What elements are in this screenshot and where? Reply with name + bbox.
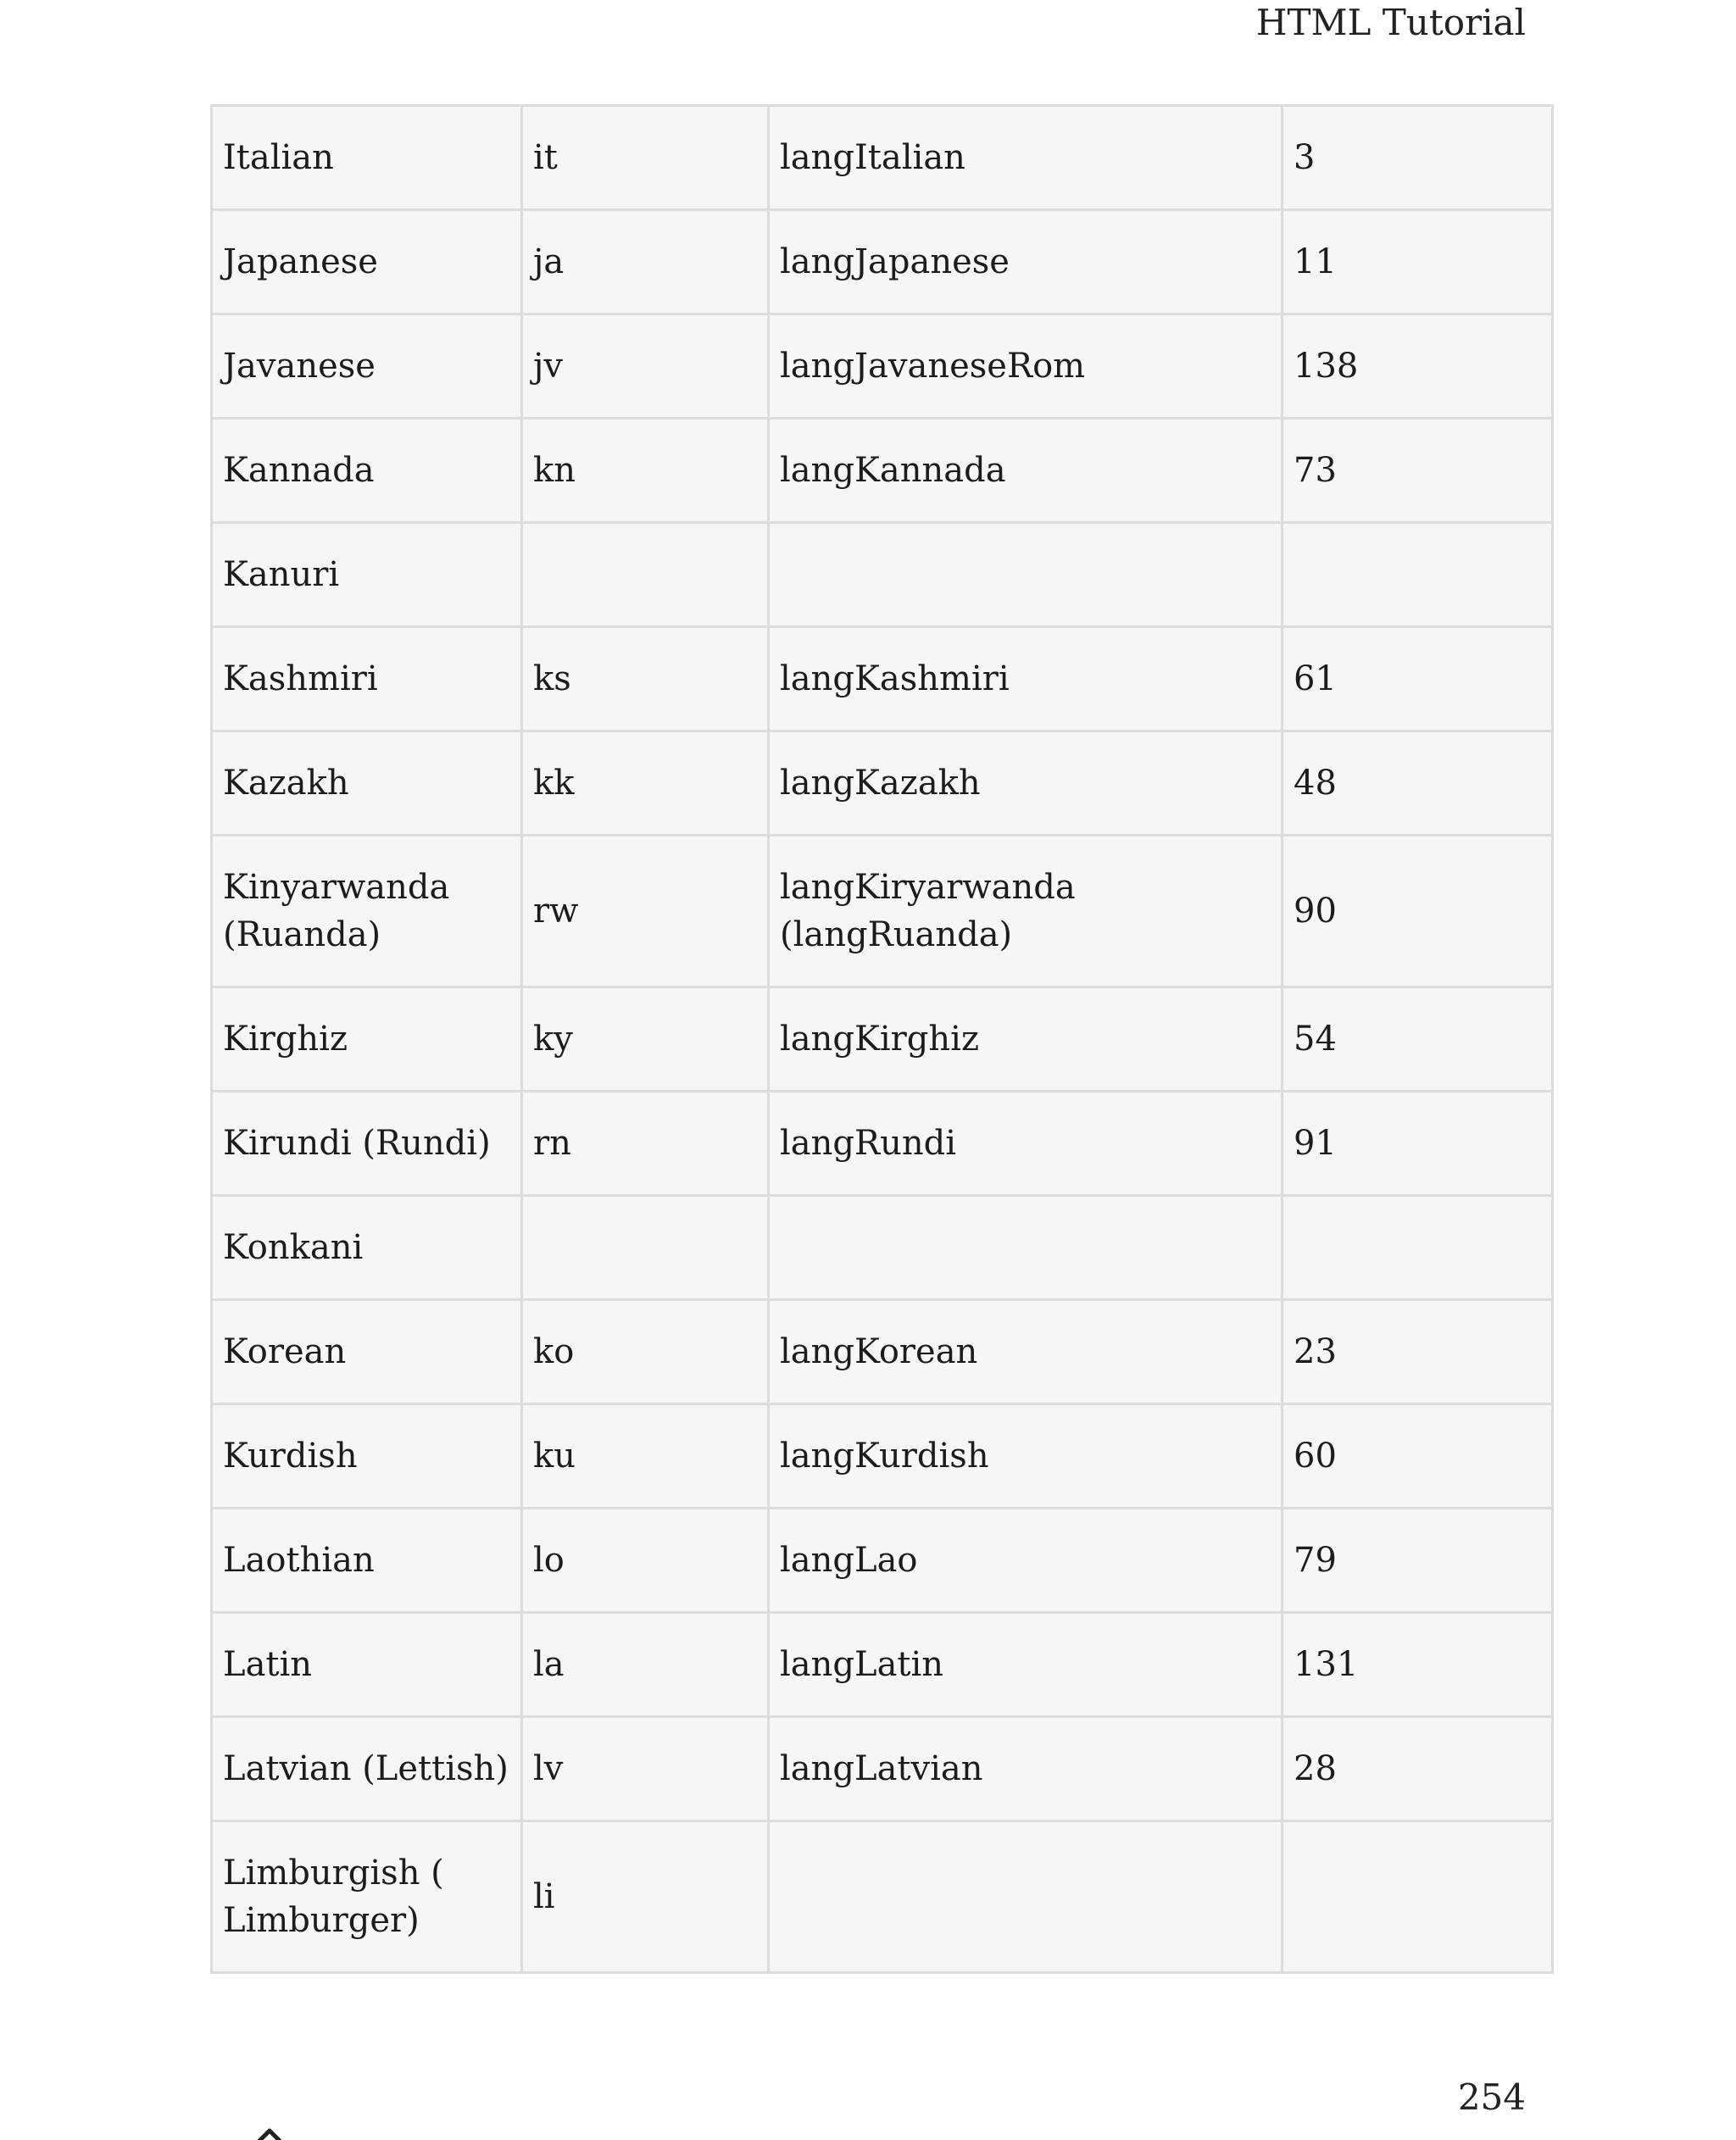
code-cell: lv — [522, 1717, 769, 1821]
table-row — [212, 419, 1553, 523]
constant-cell: langJapanese — [769, 210, 1283, 314]
value-cell: 48 — [1283, 731, 1553, 836]
code-cell: ko — [522, 1300, 769, 1404]
language-cell: Kannada — [212, 419, 522, 523]
language-cell: Japanese — [212, 210, 522, 314]
value-cell: 28 — [1283, 1717, 1553, 1821]
table-row — [212, 1821, 1553, 1973]
constant-cell — [769, 1196, 1283, 1300]
value-cell — [1283, 523, 1553, 627]
language-cell: Kazakh — [212, 731, 522, 836]
constant-cell: langKazakh — [769, 731, 1283, 836]
table-row — [212, 1717, 1553, 1821]
code-cell: kk — [522, 731, 769, 836]
code-cell: rn — [522, 1092, 769, 1196]
value-cell: 131 — [1283, 1613, 1553, 1717]
value-cell: 90 — [1283, 836, 1553, 987]
language-cell: Javanese — [212, 314, 522, 419]
table-row — [212, 1300, 1553, 1404]
language-cell: Kinyarwanda (Ruanda) — [212, 836, 522, 987]
table-row — [212, 314, 1553, 419]
language-cell: Laothian — [212, 1509, 522, 1613]
code-cell — [522, 523, 769, 627]
constant-cell: langLatin — [769, 1613, 1283, 1717]
language-cell: Limburgish ( Limburger) — [212, 1821, 522, 1973]
code-cell: lo — [522, 1509, 769, 1613]
value-cell: 60 — [1283, 1404, 1553, 1509]
language-table-container — [210, 104, 1551, 1974]
page-number: 254 — [1457, 2076, 1526, 2118]
language-cell: Kirghiz — [212, 987, 522, 1092]
value-cell: 138 — [1283, 314, 1553, 419]
code-cell: ks — [522, 627, 769, 731]
code-cell: li — [522, 1821, 769, 1973]
code-cell — [522, 1196, 769, 1300]
code-cell: ku — [522, 1404, 769, 1509]
constant-cell: langKannada — [769, 419, 1283, 523]
constant-cell: langItalian — [769, 106, 1283, 210]
constant-cell: langKirghiz — [769, 987, 1283, 1092]
value-cell: 3 — [1283, 106, 1553, 210]
language-cell: Korean — [212, 1300, 522, 1404]
language-cell: Kanuri — [212, 523, 522, 627]
constant-cell: langKashmiri — [769, 627, 1283, 731]
table-row — [212, 523, 1553, 627]
table-row — [212, 1092, 1553, 1196]
constant-cell: langKiryarwanda (langRuanda) — [769, 836, 1283, 987]
code-cell: jv — [522, 314, 769, 419]
language-cell: Latvian (Lettish) — [212, 1717, 522, 1821]
chevron-up-icon[interactable] — [253, 2124, 287, 2140]
table-row — [212, 1509, 1553, 1613]
language-cell: Latin — [212, 1613, 522, 1717]
value-cell: 91 — [1283, 1092, 1553, 1196]
value-cell — [1283, 1821, 1553, 1973]
table-row — [212, 106, 1553, 210]
constant-cell: langLatvian — [769, 1717, 1283, 1821]
language-cell: Kashmiri — [212, 627, 522, 731]
language-cell: Konkani — [212, 1196, 522, 1300]
value-cell: 79 — [1283, 1509, 1553, 1613]
table-row — [212, 987, 1553, 1092]
constant-cell: langKurdish — [769, 1404, 1283, 1509]
language-cell: Italian — [212, 106, 522, 210]
language-cell: Kirundi (Rundi) — [212, 1092, 522, 1196]
constant-cell: langLao — [769, 1509, 1283, 1613]
code-cell: ja — [522, 210, 769, 314]
code-cell: it — [522, 106, 769, 210]
table-row — [212, 731, 1553, 836]
code-cell: ky — [522, 987, 769, 1092]
value-cell: 23 — [1283, 1300, 1553, 1404]
value-cell: 11 — [1283, 210, 1553, 314]
table-row — [212, 210, 1553, 314]
value-cell: 61 — [1283, 627, 1553, 731]
table-row — [212, 1404, 1553, 1509]
constant-cell — [769, 1821, 1283, 1973]
table-row — [212, 836, 1553, 987]
value-cell — [1283, 1196, 1553, 1300]
running-header: HTML Tutorial — [1255, 2, 1526, 43]
constant-cell: langKorean — [769, 1300, 1283, 1404]
value-cell: 54 — [1283, 987, 1553, 1092]
code-cell: kn — [522, 419, 769, 523]
table-row — [212, 1196, 1553, 1300]
constant-cell: langJavaneseRom — [769, 314, 1283, 419]
language-table — [210, 104, 1554, 1974]
table-row — [212, 627, 1553, 731]
table-row — [212, 1613, 1553, 1717]
code-cell: rw — [522, 836, 769, 987]
code-cell: la — [522, 1613, 769, 1717]
constant-cell — [769, 523, 1283, 627]
language-cell: Kurdish — [212, 1404, 522, 1509]
constant-cell: langRundi — [769, 1092, 1283, 1196]
value-cell: 73 — [1283, 419, 1553, 523]
